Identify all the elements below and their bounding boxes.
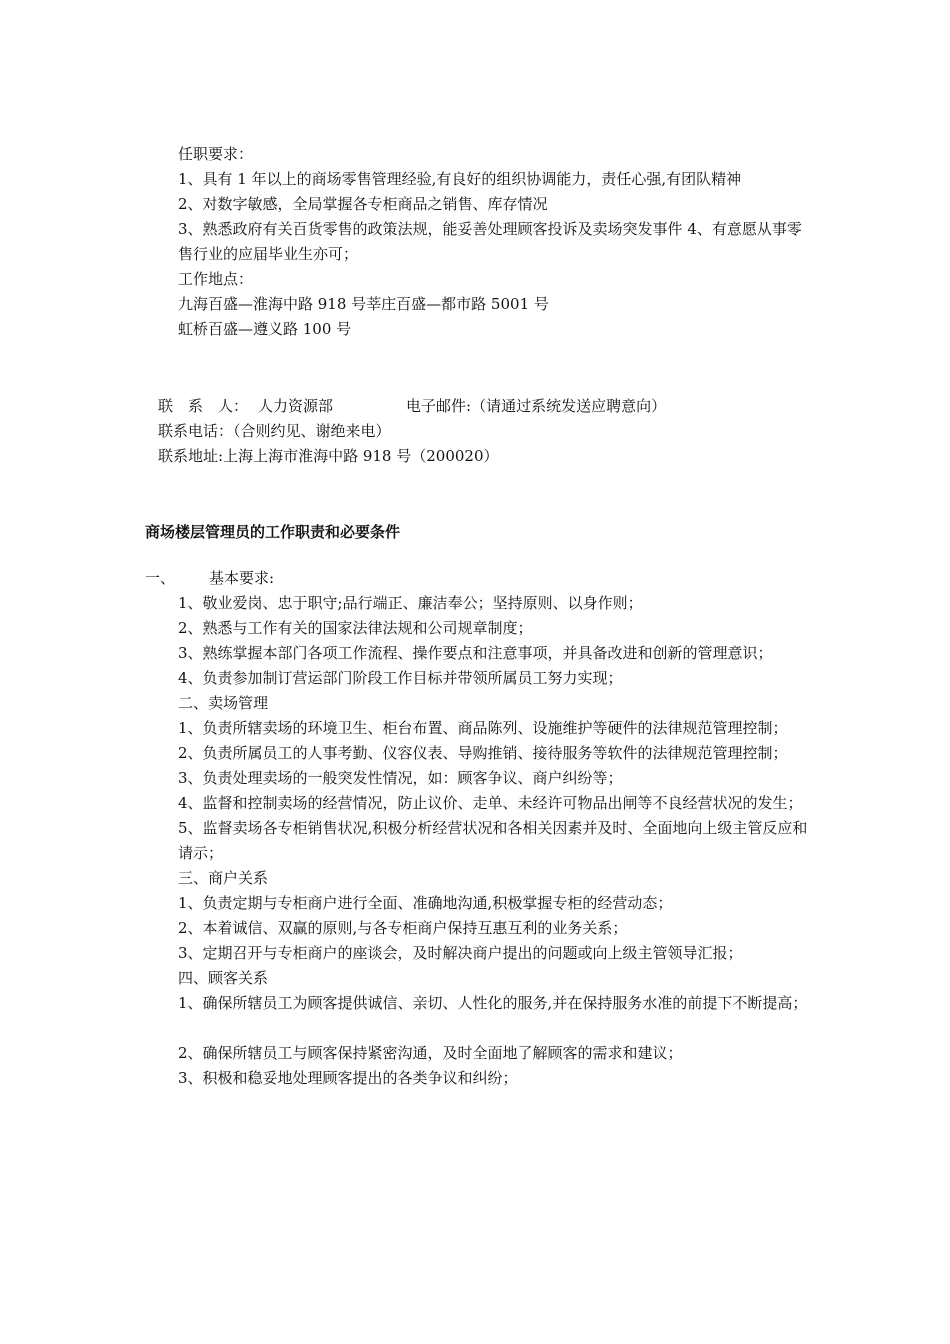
phone-label: 联系电话： (158, 422, 234, 440)
duty-item: 3、积极和稳妥地处理顾客提出的各类争议和纠纷； (178, 1069, 518, 1087)
duty-item: 2、本着诚信、双赢的原则,与各专柜商户保持互惠互利的业务关系； (178, 919, 628, 937)
contact-address-row (158, 444, 858, 469)
contact-person-row (158, 394, 858, 419)
basic-requirements-heading (145, 566, 274, 591)
location-item: 虹桥百盛—遵义路 100 号 (178, 320, 352, 338)
duty-section-heading: 二、卖场管理 (178, 694, 269, 712)
duty-item: 1、敬业爱岗、忠于职守;品行端正、廉洁奉公；坚持原则、以身作则； (178, 594, 643, 612)
requirement-item: 1、具有 1 年以上的商场零售管理经验,有良好的组织协调能力，责任心强,有团队精神 (178, 170, 742, 188)
contact-person-value: 人力资源部 (258, 397, 334, 415)
section-title: 商场楼层管理员的工作职责和必要条件 (145, 523, 401, 541)
duty-item: 2、负责所属员工的人事考勤、仪容仪表、导购推销、接待服务等软件的法律规范管理控制； (178, 744, 788, 762)
job-requirements (178, 142, 803, 342)
duty-item: 5、监督卖场各专柜销售状况,积极分析经营状况和各相关因素并及时、全面地向上级主管反应和请示； (178, 819, 808, 862)
email-value: （请通过系统发送应聘意向） (471, 397, 667, 415)
requirements-heading: 任职要求： (178, 145, 254, 163)
requirement-item: 2、对数字敏感，全局掌握各专柜商品之销售、库存情况 (178, 195, 548, 213)
requirement-item: 3、熟悉政府有关百货零售的政策法规，能妥善处理顾客投诉及卖场突发事件 4、有意愿从事零售行业的应届毕业生亦可； (178, 220, 802, 263)
location-item: 九海百盛—淮海中路 918 号莘庄百盛—都市路 5001 号 (178, 295, 549, 313)
duty-item: 1、负责所辖卖场的环境卫生、柜台布置、商品陈列、设施维护等硬件的法律规范管理控制； (178, 719, 788, 737)
duty-item: 1、确保所辖员工为顾客提供诚信、亲切、人性化的服务,并在保持服务水准的前提下不断提高； (178, 994, 808, 1012)
contact-person-label: 联 系 人： (158, 397, 249, 415)
duty-item: 4、负责参加制订营运部门阶段工作目标并带领所属员工努力实现； (178, 669, 623, 687)
duty-section-heading: 四、顾客关系 (178, 969, 269, 987)
contact-phone-row (158, 419, 858, 444)
address-label: 联系地址: (158, 447, 224, 465)
duty-item: 3、负责处理卖场的一般突发性情况，如：顾客争议、商户纠纷等； (178, 769, 623, 787)
basic-label: 基本要求: (209, 569, 275, 587)
duty-item: 3、定期召开与专柜商户的座谈会，及时解决商户提出的问题或向上级主管领导汇报； (178, 944, 743, 962)
duty-item: 3、熟练掌握本部门各项工作流程、操作要点和注意事项，并具备改进和创新的管理意识； (178, 644, 773, 662)
duty-section-heading: 三、商户关系 (178, 869, 269, 887)
blank-line (178, 1016, 808, 1041)
basic-number: 一、 (145, 569, 176, 587)
location-heading: 工作地点： (178, 270, 254, 288)
duty-item: 1、负责定期与专柜商户进行全面、准确地沟通,积极掌握专柜的经营动态； (178, 894, 673, 912)
duty-item: 2、确保所辖员工与顾客保持紧密沟通，及时全面地了解顾客的需求和建议； (178, 1044, 683, 1062)
contact-info (158, 394, 858, 469)
duty-item: 2、熟悉与工作有关的国家法律法规和公司规章制度； (178, 619, 533, 637)
duty-item: 4、监督和控制卖场的经营情况，防止议价、走单、未经许可物品出闸等不良经营状况的发生； (178, 794, 803, 812)
duties-list (178, 591, 808, 1091)
address-value: 上海上海市淮海中路 918 号（200020） (223, 447, 499, 465)
email-label: 电子邮件: (406, 397, 472, 415)
phone-value: （合则约见、谢绝来电） (233, 422, 391, 440)
